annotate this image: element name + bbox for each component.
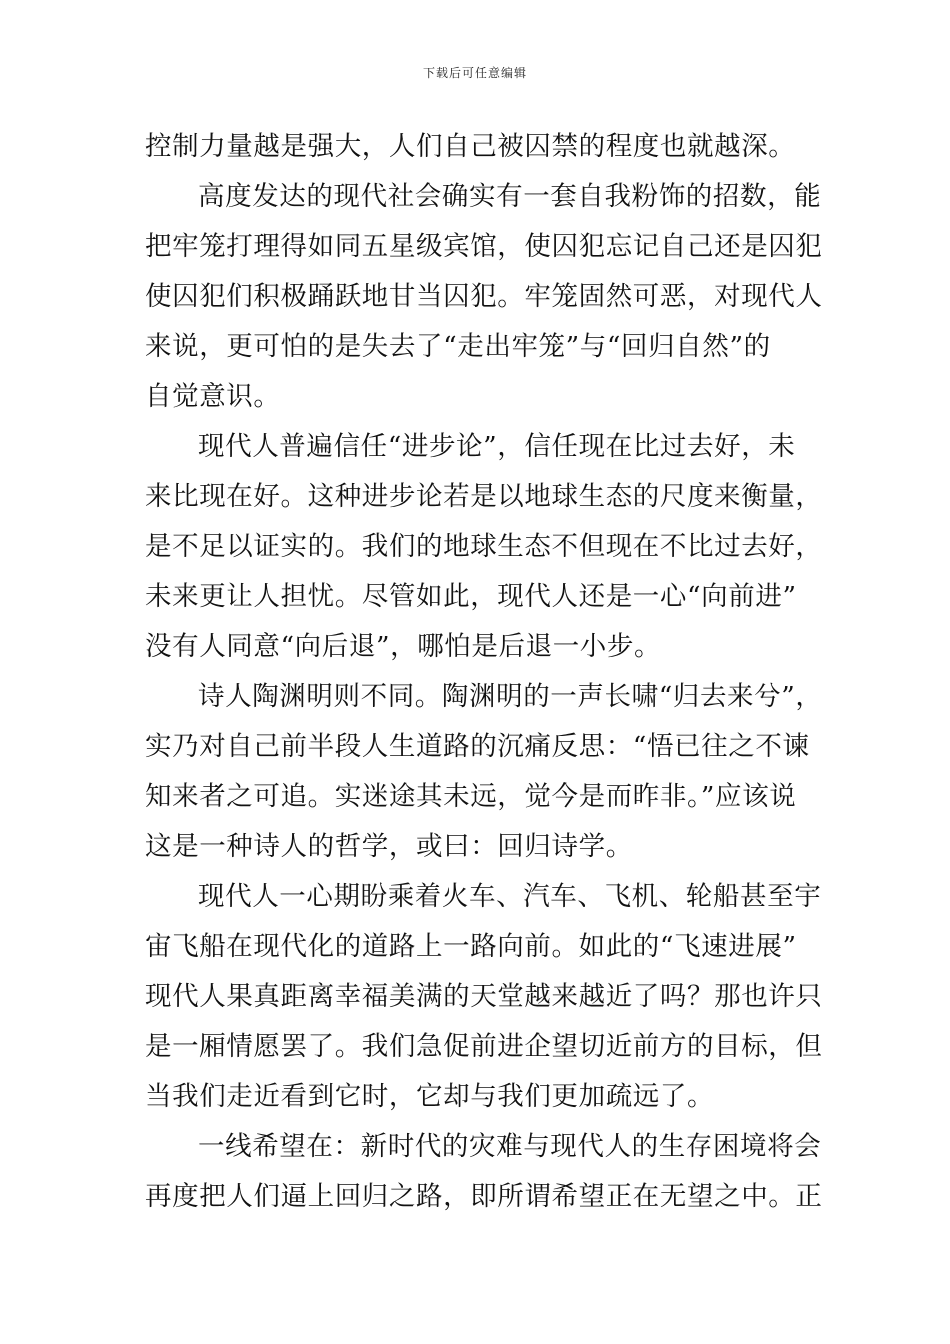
- text-line: 来比现在好。这种进步论若是以地球生态的尺度来衡量，: [145, 481, 823, 512]
- text-line: 实乃对自己前半段人生道路的沉痛反思：“悟已往之不谏: [145, 731, 810, 762]
- text-line: 是一厢情愿罢了。我们急促前进企望切近前方的目标，但: [145, 1031, 823, 1062]
- document-body: [145, 122, 823, 1222]
- text-line: 未来更让人担忧。尽管如此，现代人还是一心“向前进”: [145, 581, 797, 612]
- text-line: 高度发达的现代社会确实有一套自我粉饰的招数，能: [198, 181, 822, 212]
- text-line: 知来者之可追。实迷途其未远，觉今是而昨非。”应该说: [145, 781, 797, 812]
- text-line: 再度把人们逼上回归之路，即所谓希望正在无望之中。正: [145, 1181, 823, 1212]
- text-line: 诗人陶渊明则不同。陶渊明的一声长啸“归去来兮”，: [198, 681, 823, 712]
- page-header: 下载后可任意编辑: [422, 66, 527, 80]
- text-line: 现代人普遍信任“进步论”，信任现在比过去好，未: [198, 431, 796, 462]
- text-line: 控制力量越是强大，人们自己被囚禁的程度也就越深。: [145, 131, 796, 162]
- text-line: 自觉意识。: [145, 381, 281, 412]
- text-line: 这是一种诗人的哲学，或曰：回归诗学。: [145, 831, 633, 862]
- text-line: 一线希望在：新时代的灾难与现代人的生存困境将会: [198, 1131, 822, 1162]
- text-line: 把牢笼打理得如同五星级宾馆，使囚犯忘记自己还是囚犯: [145, 231, 823, 262]
- text-line: 没有人同意“向后退”，哪怕是后退一小步。: [145, 631, 662, 662]
- text-line: 现代人果真距离幸福美满的天堂越来越近了吗？那也许只: [145, 981, 823, 1012]
- text-line: 是不足以证实的。我们的地球生态不但现在不比过去好，: [145, 531, 823, 562]
- text-line: 现代人一心期盼乘着火车、汽车、飞机、轮船甚至宇: [198, 881, 822, 912]
- text-line: 使囚犯们积极踊跃地甘当囚犯。牢笼固然可恶，对现代人: [145, 281, 823, 312]
- text-line: 来说，更可怕的是失去了“走出牢笼”与“回归自然”的: [145, 331, 771, 362]
- text-line: 宙飞船在现代化的道路上一路向前。如此的“飞速进展”: [145, 931, 797, 962]
- text-line: 当我们走近看到它时，它却与我们更加疏远了。: [145, 1081, 715, 1112]
